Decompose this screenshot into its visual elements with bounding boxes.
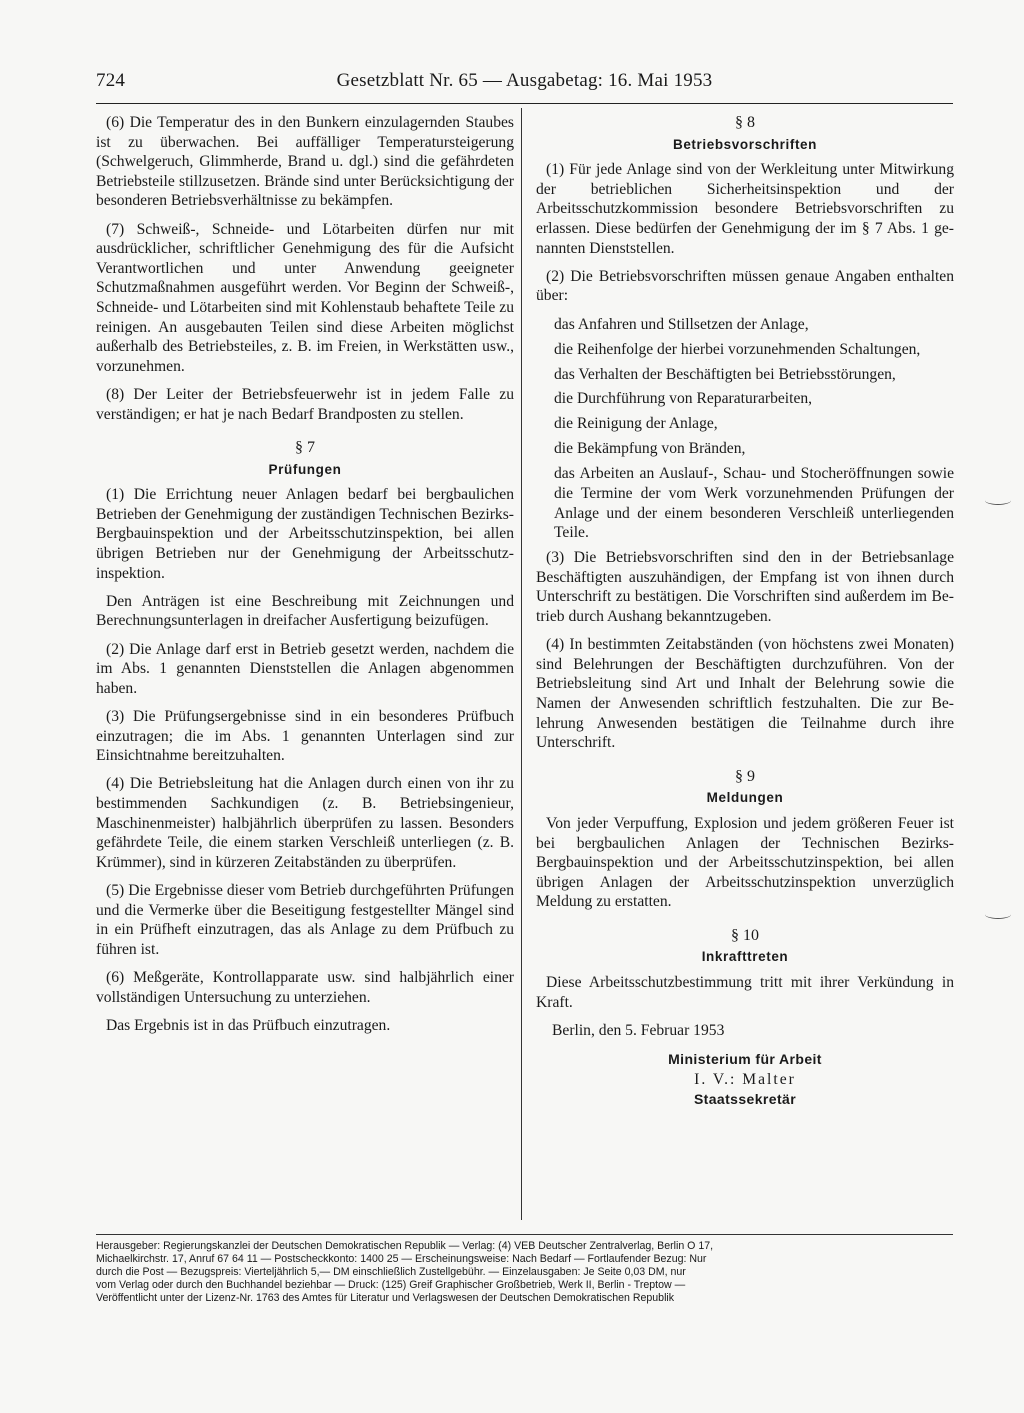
left-column <box>96 113 514 1044</box>
section-7-paragraph-2: (2) Die Anlage darf erst in Betrieb gesetzt werden, nachdem die im Abs. 1 genannten Dienststellen die Anlagen abgenommen haben. <box>96 640 514 697</box>
footer-rule <box>96 1234 953 1235</box>
section-7-paragraph-6: (6) Meßgeräte, Kontrollapparate usw. sind halbjährlich einer vollständigen Untersuchung zu unterziehen. <box>96 968 514 1006</box>
section-7-title: Prüfungen <box>268 461 342 477</box>
section-7-paragraph-6b: Das Ergebnis ist in das Prüfbuch einzutragen. <box>106 1016 391 1034</box>
imprint-line: durch die Post — Bezugspreis: Vierteljährlich 5,— DM einschließlich Zustellgebühr. — Einzelausgaben: Je Seite 0,03 DM, nur <box>96 1266 686 1278</box>
imprint-line: Veröffentlicht unter der Lizenz-Nr. 1763 des Amtes für Literatur und Verlagswesen der Deutschen Demokratischen Republik <box>96 1292 675 1304</box>
margin-mark <box>985 496 1011 505</box>
signature-role: Staatssekretär <box>693 1090 797 1107</box>
signature-name: I. V.: Malter <box>694 1071 796 1089</box>
section-8-number: § 8 <box>735 114 755 131</box>
section-9-number: § 9 <box>735 767 755 785</box>
imprint-line: Michaelkirchstr. 17, Anruf 67 64 11 — Postscheckkonto: 1400 25 — Erscheinungsweise: Nach Bedarf — Fortlaufender Bezug: Nur <box>96 1253 707 1265</box>
margin-mark <box>985 910 1011 919</box>
section-8-paragraph-2: (2) Die Betriebsvorschriften müssen genaue Angaben enthalten über: <box>536 267 954 305</box>
paragraph-6-temperature: (6) Die Temperatur des in den Bunkern einzulagernden Staubes ist zu überwachen. Bei auffälliger Temperatursteigerung (Schwelgeruch, Glimmherde, Brand u. dgl.) sind die gefährdeten Betriebsteile stillzusetzen. Brände sind unter Berücksichtigung der besonderen Betriebsverhältnisse zu bekämpfen. <box>96 114 514 210</box>
section-7-paragraph-3: (3) Die Prüfungsergebnisse sind in ein besonderes Prüfbuch einzutragen; die im Abs. 1 genannten Unterlagen sind zur Einsichtnahme bereitzuhalten. <box>96 708 514 765</box>
paragraph-7-welding: (7) Schweiß-, Schneide- und Lötarbeiten dürfen nur mit ausdrücklicher, schriftlicher Genehmigung des für die Aufsicht Verantwortlichen und unter Anwendung geeigneter Schutzmaßnahmen ausgeführt werden. Vor Beginn der Schweiß-, Schneide- und Lötarbeiten sind mit Kohlenstaub behaftete Teile zu reinigen. An ausgebauten Teilen sind diese Arbeiten möglichst außerhalb des Betriebsteiles, z. B. im Freien, in Werkstätten usw., vorzunehmen. <box>96 220 514 375</box>
section-7-number: § 7 <box>295 439 315 457</box>
date-line: Berlin, den 5. Februar 1953 <box>552 1021 725 1039</box>
list-item: die Reihenfolge der hierbei vorzunehmenden Schaltungen, <box>554 340 921 358</box>
section-7-paragraph-1b: Den Anträgen ist eine Beschreibung mit Zeichnungen und Berechnungsunterlagen in dreifacher Ausfertigung beizufügen. <box>96 592 514 630</box>
list-item: die Bekämpfung von Bränden, <box>554 440 746 458</box>
section-9-paragraph-1: Von jeder Verpuffung, Explosion und jedem größeren Feuer ist bei bergbaulichen Anlagen der Technischen Bezirks-Bergbauinspektion und der Arbeitsschutzinspektion, bei allen übrigen Anlagen der Arbeitsschutzinspektion unverzüglich Meldung zu erstatten. <box>536 814 954 911</box>
section-7-paragraph-4: (4) Die Betriebsleitung hat die Anlagen durch einen von ihr zu bestimmenden Sachkundigen (z. B. Betriebsingenieur, Maschinenmeister) halbjährlich überprüfen zu lassen. Besonders gefährdete Teile, die einem starken Verschleiß unterliegen (z. B. Krümmer), sind in kürzeren Zeitabständen zu überprüfen. <box>96 775 514 871</box>
imprint-footer <box>96 1240 953 1305</box>
imprint-line: vom Verlag oder durch den Buchhandel beziehbar — Druck: (125) Greif Graphischer Großbetrieb, Werk II, Berlin - Treptow — <box>96 1279 686 1291</box>
page-header <box>96 70 953 98</box>
list-item: das Arbeiten an Auslauf-, Schau- und Stocheröffnungen sowie die Termine der vom Werk vorzunehmenden Prüfungen der Anlage und der einem besonderen Verschleiß unterliegenden Teile. <box>554 465 954 542</box>
list-item: die Reinigung der Anlage, <box>554 415 718 433</box>
list-item: das Anfahren und Stillsetzen der Anlage, <box>554 315 809 333</box>
right-column <box>536 113 954 1109</box>
paragraph-8-fire-brigade: (8) Der Leiter der Betriebsfeuerwehr ist in jedem Falle zu verständigen; er hat je nach Bedarf Brandposten zu stellen. <box>96 385 514 423</box>
section-8-paragraph-1: (1) Für jede Anlage sind von der Werkleitung unter Mitwirkung der betrieblichen Sicherheitsinspektion und der Arbeitsschutzkommission besondere Betriebsvorschriften zu erlassen. Diese bedürfen der Genehmigung der im § 7 Abs. 1 genannten Dienststellen. <box>536 161 954 257</box>
section-8-paragraph-4: (4) In bestimmten Zeitabständen (von höchstens zwei Monaten) sind Belehrungen der Beschäftigten durchzuführen. Von der Betriebsleitung sind Art und Inhalt der Belehrung sowie die Namen der Anwesenden schriftlich festzuhalten. Die zur Belehrung Anwesenden bestätigen die Teilnahme durch ihre Unterschrift. <box>536 636 954 752</box>
section-10-number: § 10 <box>731 926 759 944</box>
list-item: das Verhalten der Beschäftigten bei Betriebsstörungen, <box>554 365 896 383</box>
header-rule <box>96 103 953 104</box>
section-7-paragraph-5: (5) Die Ergebnisse dieser vom Betrieb durchgeführten Prüfungen und die Vermerke über die Beseitigung festgestellter Mängel sind in ein Prüfheft einzutragen, das als Anlage zu dem Prüfbuch zu führen ist. <box>96 881 514 958</box>
section-8-paragraph-3: (3) Die Betriebsvorschriften sind den in der Betriebsanlage Beschäftigten auszuhändigen, der Empfang ist von ihnen durch Unterschrift zu bestätigen. Die Vorschriften sind außerdem im Betrieb durch Aushang bekanntzugeben. <box>536 549 954 625</box>
section-10-paragraph-1: Diese Arbeitsschutzbestimmung tritt mit ihrer Verkündung in Kraft. <box>536 974 954 1011</box>
signature-ministry: Ministerium für Arbeit <box>668 1051 822 1068</box>
imprint-line: Herausgeber: Regierungskanzlei der Deutschen Demokratischen Republik — Verlag: (4) VEB Deutscher Zentralverlag, Berlin O 17, <box>96 1240 714 1252</box>
list-item: die Durchführung von Reparaturarbeiten, <box>554 390 813 408</box>
section-9-title: Meldungen <box>706 790 784 806</box>
page-number: 724 <box>96 70 126 91</box>
section-7-paragraph-1: (1) Die Errichtung neuer Anlagen bedarf bei bergbaulichen Betrieben der Genehmigung der zuständigen Technischen Bezirks-Bergbauinspektion und der Arbeitsschutzinspektion, bei allen übrigen Betrieben nur der Genehmigung der Arbeitsschutzinspektion. <box>96 486 514 582</box>
section-8-title: Betriebsvorschriften <box>672 136 818 152</box>
section-10-title: Inkrafttreten <box>701 949 789 965</box>
gazette-title: Gesetzblatt Nr. 65 — Ausgabetag: 16. Mai 1953 <box>336 70 713 91</box>
column-divider <box>521 108 522 1220</box>
